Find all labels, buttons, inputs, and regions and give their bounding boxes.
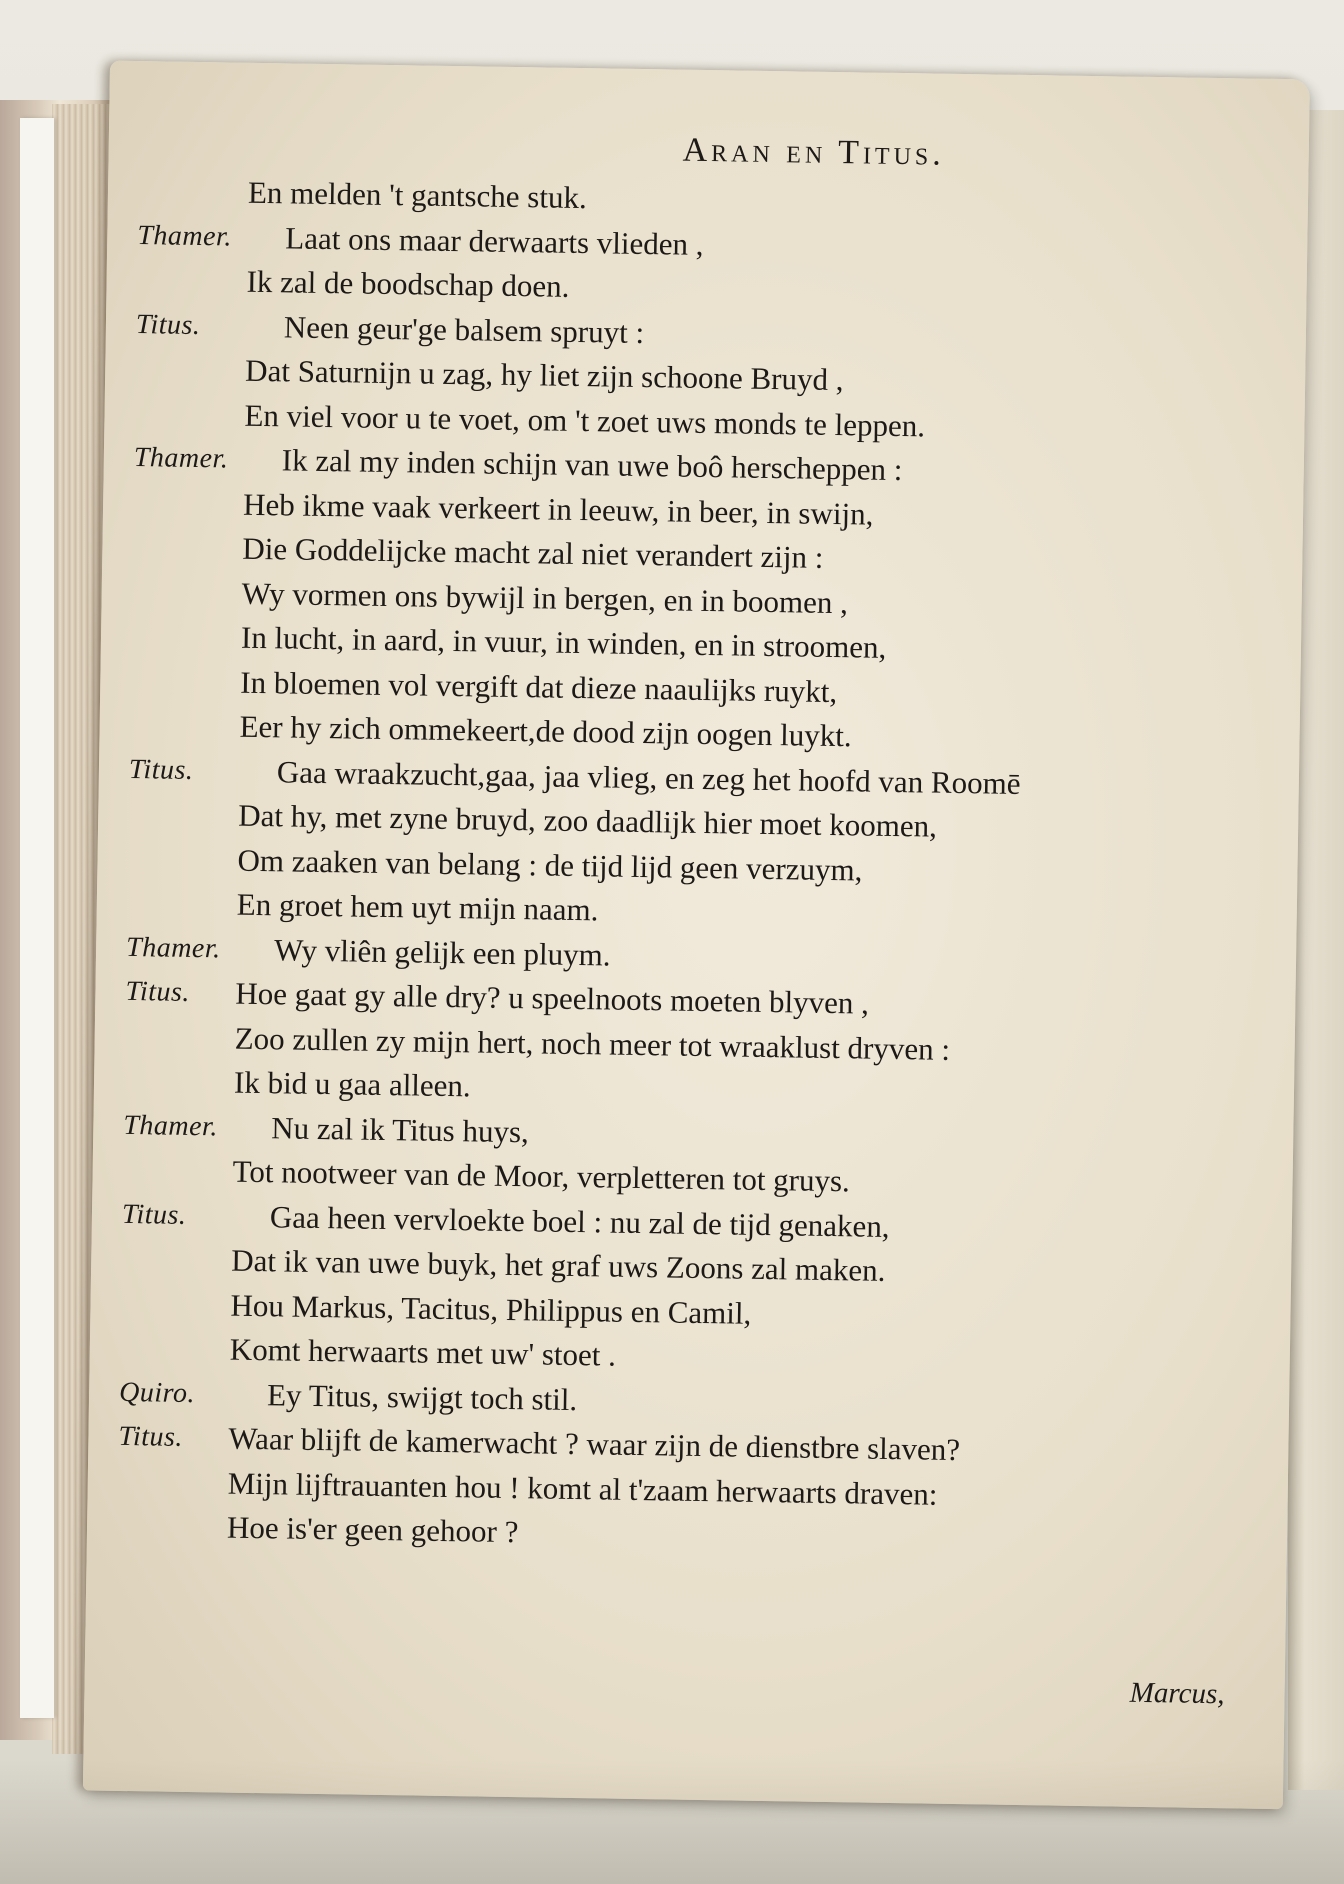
verse-text: Die Goddelijcke macht zal niet verandert zijn : <box>242 530 824 575</box>
verse-text: Wy vliên gelijk een pluym. <box>273 931 611 973</box>
verse-text: Ik zal de boodschap doen. <box>246 263 570 304</box>
verse-text: Laat ons maar derwaarts vlieden , <box>285 219 704 262</box>
running-head: Aran en Titus. <box>682 131 946 173</box>
bottom-shadow <box>0 1760 1344 1884</box>
verse-text: Heb ikme vaak verkeert in leeuw, in beer, in swijn, <box>242 486 874 532</box>
verse-text: Eer hy zich ommekeert,de dood zijn oogen luykt. <box>239 708 852 754</box>
book-page <box>83 61 1310 1810</box>
verse-text: In lucht, in aard, in vuur, in winden, en in stroomen, <box>240 619 887 665</box>
verse-text: Gaa wraakzucht,gaa, jaa vlieg, en zeg het hoofd van Roomē <box>276 753 1021 801</box>
speaker-name: Thamer. <box>137 219 233 253</box>
verse-text: Neen geur'ge balsem spruyt : <box>283 308 645 350</box>
verse-text: Gaa heen vervloekte boel : nu zal de tijd genaken, <box>269 1198 890 1244</box>
speaker-name: Titus. <box>128 753 194 786</box>
speaker-name: Thamer. <box>133 441 229 475</box>
verse-text: Hou Markus, Tacitus, Philippus en Camil, <box>230 1287 752 1331</box>
verse-text: Wy vormen ons bywijl in bergen, en in boomen , <box>241 575 849 620</box>
verse-text: Ik zal my inden schijn van uwe boô herscheppen : <box>281 442 903 488</box>
verse-text: En melden 't gantsche stuk. <box>247 174 588 216</box>
speaker-name: Titus. <box>125 975 191 1008</box>
verse-text: Ik bid u gaa alleen. <box>233 1064 472 1104</box>
speaker-name: Thamer. <box>125 931 221 964</box>
verse-text: Hoe is'er geen gehoor ? <box>226 1509 519 1550</box>
verse-text: In bloemen vol vergift dat dieze naaulijks ruykt, <box>240 664 838 709</box>
verse-text: Dat ik van uwe buyk, het graf uws Zoons zal maken. <box>230 1242 886 1288</box>
verse-text: Komt herwaarts met uw' stoet . <box>229 1331 617 1373</box>
verse-text: Zoo zullen zy mijn hert, noch meer tot wraaklust dryven : <box>234 1020 951 1067</box>
white-sheet-edge <box>20 118 54 1718</box>
verse-text: Ey Titus, swijgt toch stil. <box>266 1376 578 1417</box>
speaker-name: Titus. <box>118 1420 184 1453</box>
speaker-name: Thamer. <box>123 1109 219 1142</box>
speaker-name: Titus. <box>121 1198 187 1231</box>
verse-block <box>87 169 1309 1567</box>
verse-text: Om zaaken van belang : de tijd lijd geen verzuym, <box>237 842 863 887</box>
verse-text: Dat hy, met zyne bruyd, zoo daadlijk hier moet koomen, <box>237 797 938 844</box>
verse-text: Tot nootweer van de Moor, verpletteren tot gruys. <box>232 1153 851 1199</box>
verse-text: En viel voor u te voet, om 't zoet uws monds te leppen. <box>244 397 926 443</box>
verse-text: Nu zal ik Titus huys, <box>271 1109 530 1149</box>
verse-text: Hoe gaat gy alle dry? u speelnoots moeten blyven , <box>235 975 870 1021</box>
verse-text: En groet hem uyt mijn naam. <box>236 886 599 928</box>
verse-text: Waar blijft de kamerwacht ? waar zijn de dienstbre slaven? <box>228 1420 961 1468</box>
speaker-name: Titus. <box>135 308 201 341</box>
speaker-name: Quiro. <box>118 1376 196 1409</box>
verse-text: Dat Saturnijn u zag, hy liet zijn schoone Bruyd , <box>244 352 844 398</box>
catchword: Marcus, <box>1129 1676 1225 1711</box>
verse-text: Mijn lijftrauanten hou ! komt al t'zaam herwaarts draven: <box>227 1465 938 1512</box>
